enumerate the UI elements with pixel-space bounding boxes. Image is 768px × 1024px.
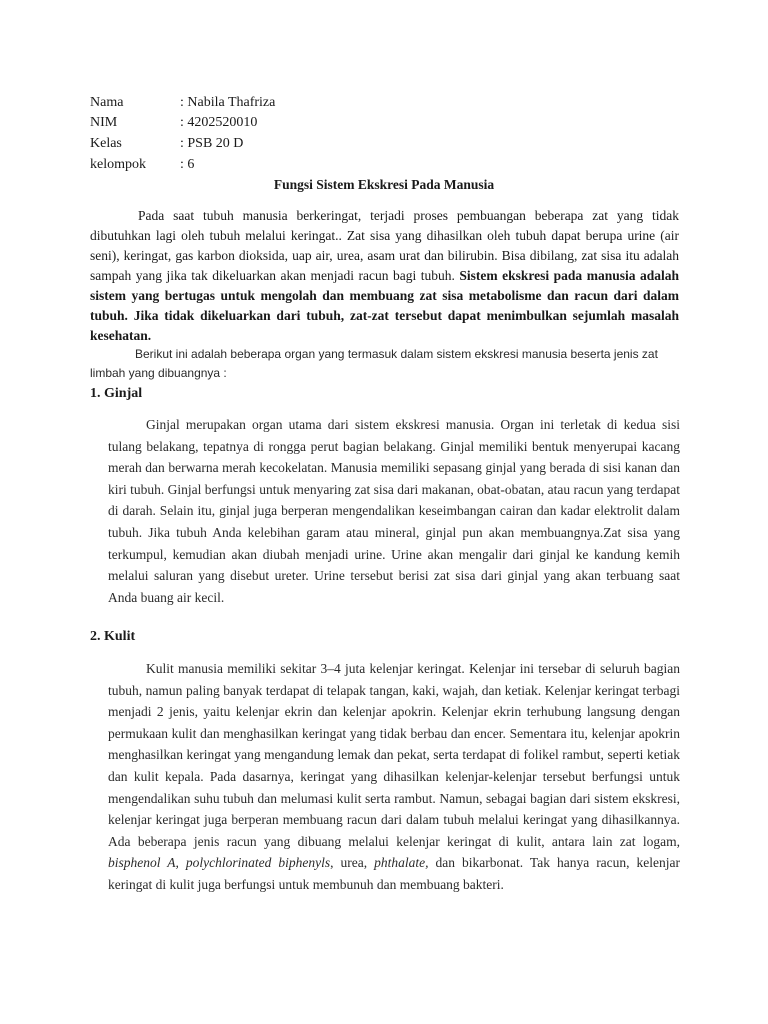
kulit-italic-phthalate: phthalate, (374, 855, 429, 871)
group-row (90, 155, 194, 175)
nim-label: NIM (90, 115, 118, 130)
intro-text: Pada saat tubuh manusia berkeringat, terjadi proses pembuangan beberapa zat yang tidak dibutuhkan lagi oleh tubuh melalui keringat.. Zat sisa yang dihasilkan oleh tubuh dapat berupa urine (air seni), keringat, gas karbon dioksida, uap air, urea, asam urat dan bilirubin. Bisa dibilang, zat sisa itu adalah sampah yang jika tak dikeluarkan akan menjadi racun bagi tubuh. (90, 208, 679, 283)
nim-value: : 4202520010 (180, 115, 258, 130)
class-row (90, 134, 243, 154)
section-heading-ginjal: 1. Ginjal (90, 386, 143, 401)
organ-list-intro (90, 345, 690, 383)
section-heading-kulit: 2. Kulit (90, 629, 136, 644)
document-title: Fungsi Sistem Ekskresi Pada Manusia (273, 177, 495, 192)
kulit-text-a: Kulit manusia memiliki sekitar 3–4 juta kelenjar keringat. Kelenjar ini tersebar di seluruh bagian tubuh, namun paling banyak terdapat di telapak tangan, kaki, wajah, dan ketiak. Kelenjar keringat terbagi menjadi 2 jenis, yaitu kelenjar ekrin dan kelenjar apokrin. Kelenjar ekrin terhubung langsung dengan permukaan kulit dan menghasilkan keringat yang tidak berbau dan encer. Sementara itu, kelenjar apokrin menghasilkan keringat yang mengandung lemak dan pekat, serta terdapat di folikel rambut, seperti ketiak dan kulit kepala. Pada dasarnya, keringat yang dihasilkan kelenjar-kelenjar tersebut berfungsi untuk mengendalikan suhu tubuh dan melumasi kulit serta rambut. Namun, sebagai bagian dari sistem ekskresi, kelenjar keringat juga berperan membuang racun dari dalam tubuh melalui keringat yang dihasilkannya. Ada beberapa jenis racun yang dibuang melalui kelenjar keringat di kulit, antara lain zat logam, (108, 661, 680, 849)
intro-paragraph (90, 206, 679, 346)
name-row (90, 93, 275, 113)
kulit-text-c: dan bikarbonat. Tak hanya racun, kelenjar keringat di kulit juga berfungsi untuk membunuh dan membuang bakteri. (108, 855, 681, 892)
section-body-ginjal (108, 414, 680, 608)
ginjal-text: Ginjal merupakan organ utama dari sistem ekskresi manusia. Organ ini terletak di kedua sisi tulang belakang, tepatnya di rongga perut bagian belakang. Ginjal memiliki bentuk menyerupai kacang merah dan berwarna merah kecokelatan. Manusia memiliki sepasang ginjal yang berada di sisi kanan dan kiri tubuh. Ginjal berfungsi untuk menyaring zat sisa dari makanan, obat-obatan, atau racun yang terdapat di darah. Selain itu, ginjal juga berperan mengendalikan keseimbangan cairan dan kadar elektrolit dalam tubuh. Jika tubuh Anda kelebihan garam atau mineral, ginjal pun akan membuangnya.Zat sisa yang terkumpul, kemudian akan diubah menjadi urine. Urine akan mengalir dari ginjal ke kandung kemih melalui saluran yang disebut ureter. Urine tersebut berisi zat sisa dari ginjal yang akan terbuang saat Anda buang air kecil. (108, 417, 680, 605)
group-label: kelompok (90, 157, 146, 172)
intro-bold-text: Sistem ekskresi pada manusia adalah sistem yang bertugas untuk mengolah dan membuang zat sisa metabolisme dan racun dari dalam tubuh. Jika tidak dikeluarkan dari tubuh, zat-zat tersebut dapat menimbulkan sejumlah masalah kesehatan. (90, 268, 679, 343)
nim-row (90, 113, 257, 133)
section-body-kulit (108, 658, 680, 896)
class-value: : PSB 20 D (180, 136, 244, 151)
organ-list-intro-text: Berikut ini adalah beberapa organ yang termasuk dalam sistem ekskresi manusia beserta jenis zat limbah yang dibuangnya : (90, 347, 658, 380)
group-value: : 6 (180, 157, 195, 172)
name-value: : Nabila Thafriza (180, 95, 276, 110)
class-label: Kelas (90, 136, 122, 151)
kulit-text-b: , urea, (330, 855, 368, 871)
name-label: Nama (90, 95, 124, 110)
kulit-italic-chemicals: bisphenol A, polychlorinated biphenyls (108, 855, 331, 871)
